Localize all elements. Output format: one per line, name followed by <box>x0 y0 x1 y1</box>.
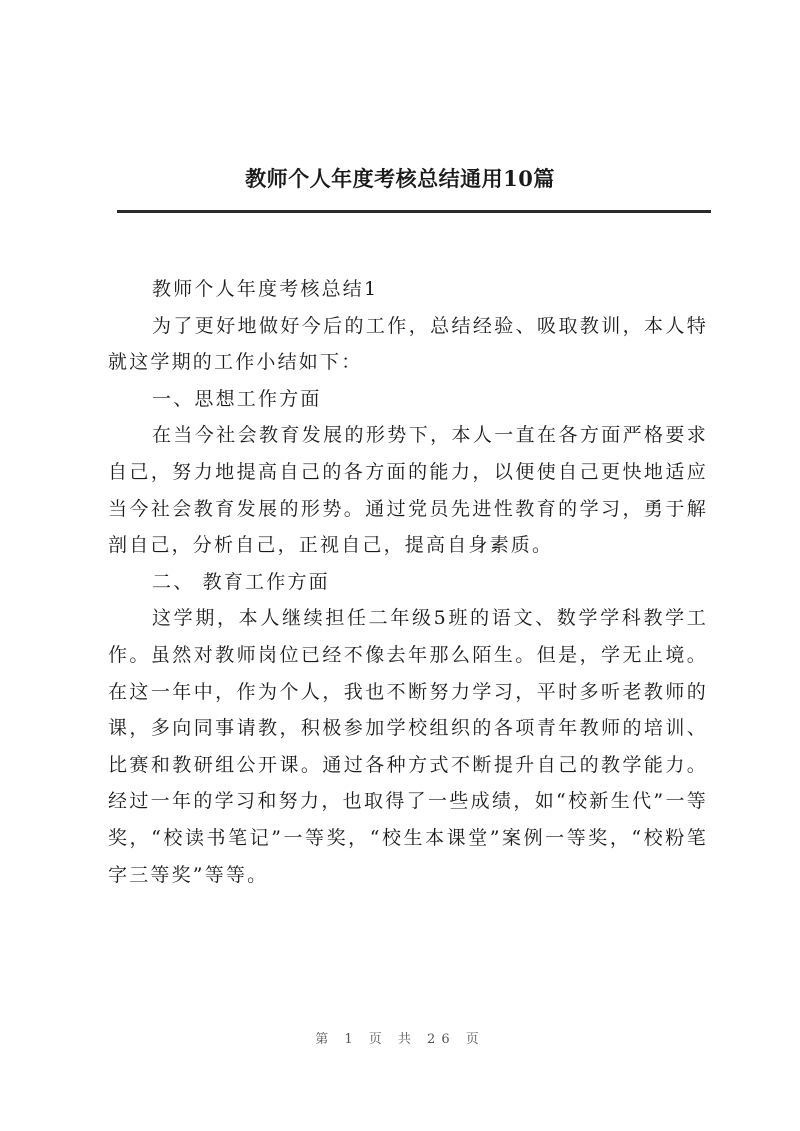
document-body <box>108 271 708 893</box>
page-number: 第 1 页 共 26 页 <box>315 1032 485 1047</box>
paragraph-ideology: 在当今社会教育发展的形势下，本人一直在各方面严格要求自己，努力地提高自己的各方面的能力，以便使自己更快地适应当今社会教育发展的形势。通过党员先进性教育的学习，勇于解剖自己，分析自己，正视自己，提高自身素质。 <box>108 424 708 557</box>
subheading-education: 二、 教育工作方面 <box>152 570 330 593</box>
paragraph-intro: 为了更好地做好今后的工作，总结经验、吸取教训，本人特就这学期的工作小结如下： <box>108 314 708 374</box>
paragraph-education: 这学期，本人继续担任二年级5班的语文、数学学科教学工作。虽然对教师岗位已经不像去年那么陌生。但是，学无止境。在这一年中，作为个人，我也不断努力学习，平时多听老教师的课，多向同事请教，积极参加学校组织的各项青年教师的培训、比赛和教研组公开课。通过各种方式不断提升自己的教学能力。经过一年的学习和努力，也取得了一些成绩，如“校新生代”一等奖，“校读书笔记”一等奖，“校生本课堂”案例一等奖，“校粉笔字三等奖”等等。 <box>108 607 708 886</box>
page-title: 教师个人年度考核总结通用10篇 <box>245 166 555 191</box>
subheading-ideology: 一、思想工作方面 <box>152 387 322 410</box>
title-divider <box>117 210 711 213</box>
section-heading: 教师个人年度考核总结1 <box>152 278 379 300</box>
